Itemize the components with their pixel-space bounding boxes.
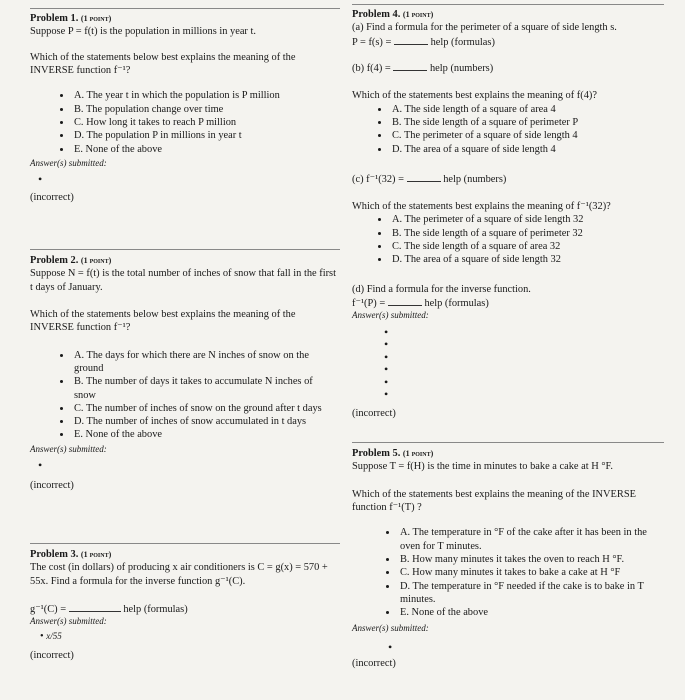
answer-bullet: • [388,639,393,654]
question-2: Which of the statements best explains the meaning of f⁻¹(32)? [352,201,611,213]
part-b-input[interactable] [393,61,427,71]
option-e[interactable]: • E. None of the above [72,428,334,441]
answers-submitted-label: Answer(s) submitted: [352,310,429,321]
option-c[interactable]: • C. How long it takes to reach P million [72,116,340,129]
answer-input[interactable] [69,602,121,612]
answers-submitted-label: Answer(s) submitted: [30,443,107,454]
option-d[interactable]: • D. The area of a square of side length 32 [390,253,664,266]
problem-3: Problem 3. (1 point) The cost (in dollars) of producing x air conditioners is C = g(x) = 570 + 55x. Find a formula for the inverse function g⁻¹(C). g⁻¹(C) = help (formulas) Answer(s) submitted: • x/55 (incorrect) [30,548,340,662]
part-d-input[interactable] [388,296,422,306]
answer-status: (incorrect) [30,192,74,204]
problem-question: Which of the statements best explains the meaning of the INVERSE function f⁻¹(T) ? [352,488,636,513]
option-b[interactable]: • B. The number of days it takes to accumulate N inches of snow [72,375,334,402]
answer-bullet: • [38,458,43,473]
part-a-text: (a) Find a formula for the perimeter of a square of side length s. [352,22,617,34]
answers-submitted-label: Answer(s) submitted: [30,616,107,627]
problem-question: Which of the statements below best explains the meaning of the INVERSE function f⁻¹? [30,51,296,76]
part-d-text: (d) Find a formula for the inverse function. [352,283,531,295]
option-b[interactable]: • B. The side length of a square of perimeter 32 [390,227,664,240]
problem-points: (1 point) [80,550,112,559]
part-a-help-link[interactable]: help (formulas) [430,36,495,48]
part-d-label: f⁻¹(P) = [352,298,386,309]
part-b-help-link[interactable]: help (numbers) [429,62,494,74]
problem-intro: The cost (in dollars) of producing x air conditioners is C = g(x) = 570 + 55x. Find a formula for the inverse function g⁻¹(C). [30,562,328,587]
option-d[interactable]: • D. The number of inches of snow accumulated in t days [72,415,334,428]
problem-question: Which of the statements below best explains the meaning of the INVERSE function f⁻¹? [30,308,296,334]
help-link[interactable]: help (formulas) [123,603,188,615]
divider [30,543,340,544]
problem-1 [30,12,340,205]
part-a-label: P = f(s) = [352,36,392,48]
problem-points: (1 point) [80,256,112,265]
problem-title: Problem 1. [30,13,79,24]
option-c[interactable]: • C. The number of inches of snow on the ground after t days [72,402,334,415]
divider [30,249,340,250]
answer-bullets: • • • • • • [384,324,389,402]
problem-intro: Suppose N = f(t) is the total number of inches of snow that fall in the first t days of January. [30,268,336,293]
problem-points: (1 point) [402,10,434,19]
problem-4 [352,8,664,420]
part-d-help-link[interactable]: help (formulas) [424,298,489,309]
option-a[interactable]: • A. The days for which there are N inches of snow on the ground [72,349,334,376]
problem-title: Problem 4. [352,9,401,20]
option-b[interactable]: • B. How many minutes it takes the oven to reach H °F. [398,553,664,566]
part-c-input[interactable] [407,172,441,182]
part-b-label: (b) f(4) = [352,62,391,74]
answer-status: (incorrect) [30,480,74,492]
options-list-1 [352,103,664,156]
options-list [352,526,664,619]
option-a[interactable]: • A. The year t in which the population is P million [72,89,340,102]
problem-points: (1 point) [402,449,434,458]
divider [352,4,664,5]
answer-status: (incorrect) [30,650,74,662]
answers-submitted-label: Answer(s) submitted: [30,157,107,168]
part-a-input[interactable] [394,35,428,45]
divider [352,442,664,443]
option-d[interactable]: • D. The temperature in °F needed if the cake is to bake in T minutes. [398,580,664,607]
problem-intro: Suppose P = f(t) is the population in millions in year t. [30,26,256,38]
answers-submitted-label: Answer(s) submitted: [352,623,429,634]
problem-title: Problem 3. [30,549,79,560]
answer-status: (incorrect) [352,657,396,669]
divider [30,8,340,9]
submitted-answer: x/55 [46,630,62,641]
part-c-help-link[interactable]: help (numbers) [443,173,507,185]
answer-status: (incorrect) [352,407,396,419]
question-1: Which of the statements best explains the meaning of f(4)? [352,90,597,102]
option-a[interactable]: • A. The side length of a square of area 4 [390,103,664,116]
problem-5 [352,447,664,670]
option-a[interactable]: • A. The perimeter of a square of side length 32 [390,213,664,226]
problem-title: Problem 5. [352,448,401,459]
options-list [30,89,340,156]
option-c[interactable]: • C. The side length of a square of area 32 [390,240,664,253]
problem-title: Problem 2. [30,255,79,266]
option-e[interactable]: • E. None of the above [398,606,664,619]
part-c-label: (c) f⁻¹(32) = [352,173,404,185]
options-list-2 [352,213,664,266]
problem-intro: Suppose T = f(H) is the time in minutes to bake a cake at H °F. [352,461,614,473]
option-c[interactable]: • C. How many minutes it takes to bake a cake at H °F [398,566,664,579]
problem-points: (1 point) [80,14,112,23]
option-c[interactable]: • C. The perimeter of a square of side length 4 [390,129,664,142]
option-a[interactable]: • A. The temperature in °F of the cake after it has been in the oven for T minutes. [398,526,664,553]
option-b[interactable]: • B. The population change over time [72,103,340,116]
option-e[interactable]: • E. None of the above [72,143,340,156]
problem-2 [30,254,340,493]
answer-bullet: • [38,172,43,187]
options-list [30,349,340,442]
option-b[interactable]: • B. The side length of a square of perimeter P [390,116,664,129]
option-d[interactable]: • D. The population P in millions in year t [72,129,340,142]
option-d[interactable]: • D. The area of a square of side length 4 [390,143,664,156]
field-label: g⁻¹(C) = [30,603,67,615]
